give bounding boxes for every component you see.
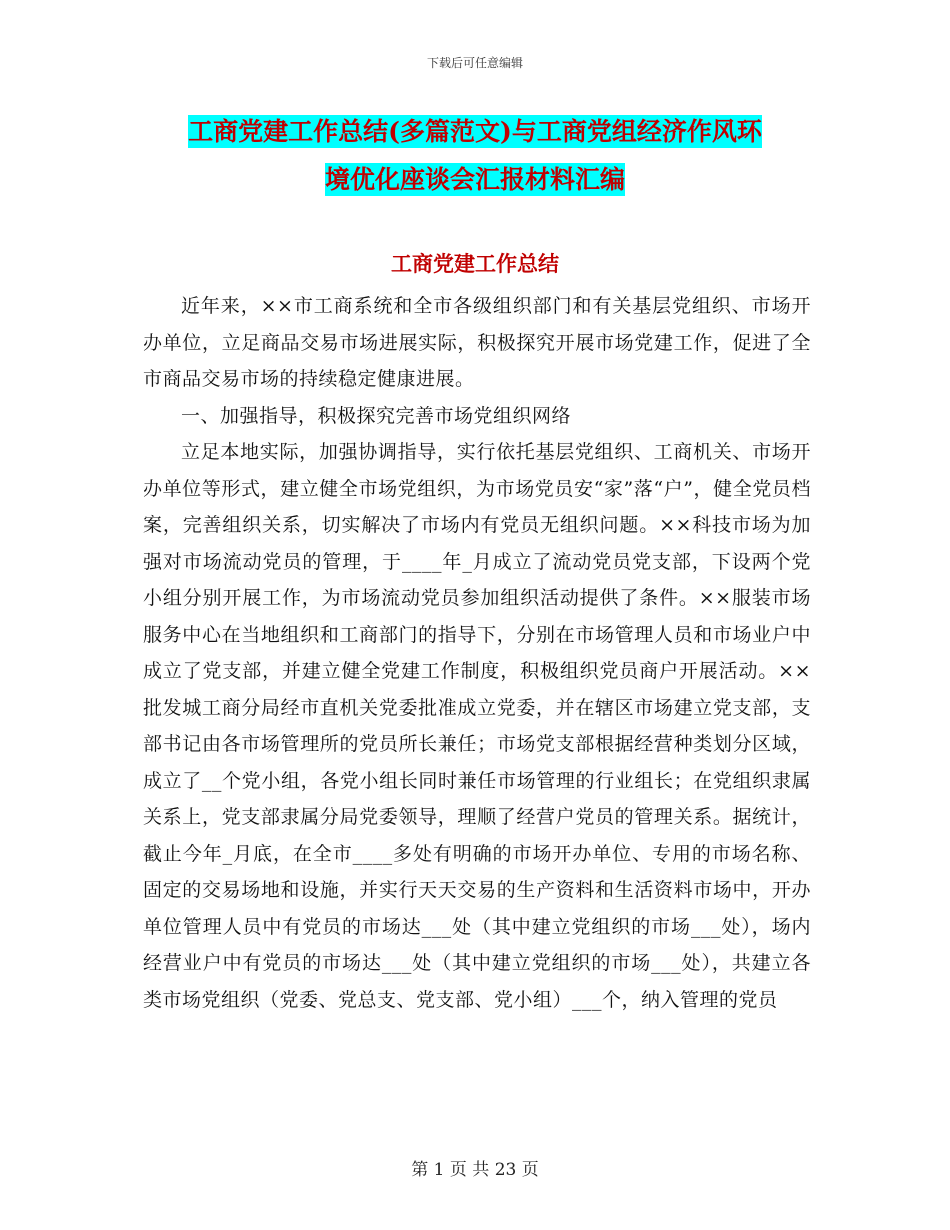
document-title-line-1: 工商党建工作总结(多篇范文)与工商党组经济作风环 — [188, 117, 762, 146]
page-number-footer: 第 1 页 共 23 页 — [411, 1160, 539, 1180]
document-title — [0, 108, 950, 204]
document-title-line-2: 境优化座谈会汇报材料汇编 — [324, 165, 625, 194]
header-note: 下载后可任意编辑 — [426, 56, 523, 70]
paragraph-body-1: 立足本地实际，加强协调指导，实行依托基层党组织、工商机关、市场开办单位等形式，建立健全市场党组织，为市场党员安“家”落“户”，健全党员档案，完善组织关系，切实解决了市场内有党员无组织问题。××科技市场为加强对市场流动党员的管理，于____年_月成立了流动党员党支部，下设两个党小组分别开展工作，为市场流动党员参加组织活动提供了条件。××服装市场服务中心在当地组织和工商部门的指导下，分别在市场管理人员和市场业户中成立了党支部，并建立健全党建工作制度，积极组织党员商户开展活动。××批发城工商分局经市直机关党委批准成立党委，并在辖区市场建立党支部，支部书记由各市场管理所的党员所长兼任；市场党支部根据经营种类划分区域，成立了__个党小组，各党小组长同时兼任市场管理的行业组长；在党组织隶属关系上，党支部隶属分局党委领导，理顺了经营户党员的管理关系。据统计，截止今年_月底，在全市____多处有明确的市场开办单位、专用的市场名称、固定的交易场地和设施，并实行天天交易的生产资料和生活资料市场中，开办单位管理人员中有党员的市场达___处（其中建立党组织的市场___处），场内经营业户中有党员的市场达___处（其中建立党组织的市场___处），共建立各类市场党组织（党委、党总支、党支部、党小组）___个，纳入管理的党员 — [143, 441, 811, 1011]
paragraph-heading-1: 一、加强指导，积极探究完善市场党组织网络 — [181, 404, 572, 427]
document-body — [143, 288, 811, 1018]
section-title: 工商党建工作总结 — [391, 251, 559, 276]
paragraph-intro: 近年来，××市工商系统和全市各级组织部门和有关基层党组织、市场开办单位，立足商品交易市场进展实际，积极探究开展市场党建工作，促进了全市商品交易市场的持续稳定健康进展。 — [143, 295, 811, 390]
